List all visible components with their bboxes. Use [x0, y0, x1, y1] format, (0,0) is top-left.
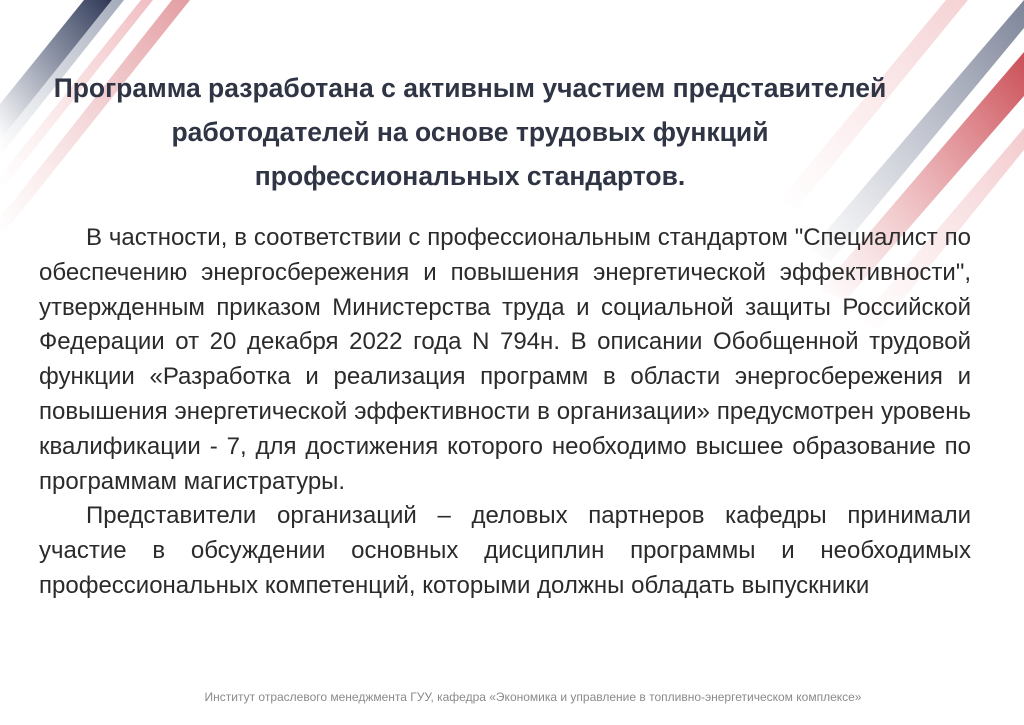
- paragraph-2: Представители организаций – деловых партнеров кафедры принимали участие в обсуждении основных дисциплин программы и необходимых профессиональных компетенций, которыми должны обладать выпускники: [39, 502, 971, 599]
- body-text: [39, 221, 971, 604]
- footer-text: Институт отраслевого менеджмента ГУУ, кафедра «Экономика и управление в топливно-энергетическом комплексе»: [204, 690, 862, 704]
- slide-title: Программа разработана с активным участием представителей работодателей на основе трудовых функций профессиональных стандартов.: [53, 73, 887, 191]
- paragraph-1: В частности, в соответствии с профессиональным стандартом "Специалист по обеспечению энергосбережения и повышения энергетической эффективности", утвержденным приказом Министерства труда и социальной защиты Российской Федерации от 20 декабря 2022 года N 794н. В описании Обобщенной трудовой функции «Разработка и реализация программ в области энергосбережения и повышения энергетической эффективности в организации» предусмотрен уровень квалификации - 7, для достижения которого необходимо высшее образование по программам магистратуры.: [39, 224, 971, 495]
